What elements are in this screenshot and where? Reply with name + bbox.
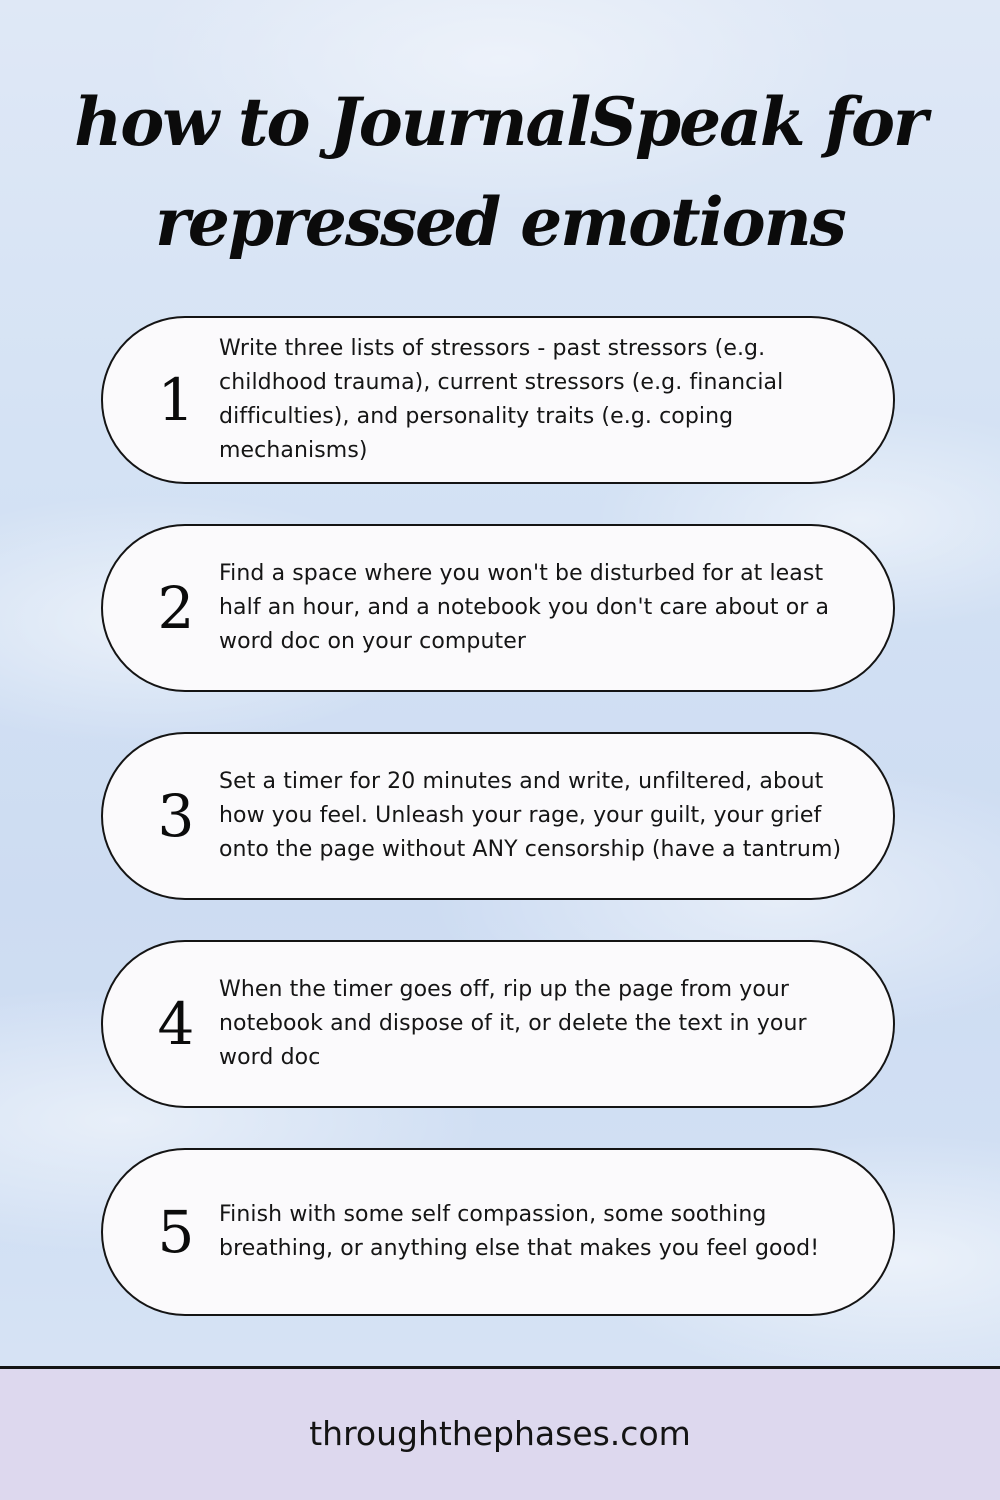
title-line-2: repressed emotions — [155, 183, 845, 261]
step-text-container — [219, 734, 859, 898]
title-line-1: how to JournalSpeak for — [74, 83, 926, 161]
footer — [0, 1369, 1000, 1500]
step-text: Finish with some self compassion, some soothing breathing, or anything else that makes you feel good! — [219, 1202, 820, 1261]
step-text-container — [219, 1150, 859, 1314]
step-text: Find a space where you won't be disturbed for at least half an hour, and a notebook you don't care about or a word doc on your computer — [219, 561, 830, 654]
step-number: 5 — [157, 1198, 195, 1266]
page-title — [0, 72, 1000, 272]
step-number: 4 — [157, 990, 195, 1058]
step-text-container — [219, 526, 859, 690]
step-number: 3 — [157, 782, 195, 850]
step-text-container — [219, 942, 859, 1106]
step-card-4 — [101, 940, 895, 1108]
step-card-1 — [101, 316, 895, 484]
step-text: Write three lists of stressors - past stressors (e.g. childhood trauma), current stressors (e.g. financial difficulties), and personality traits (e.g. coping mechanisms) — [219, 336, 784, 463]
step-number: 1 — [157, 366, 195, 434]
site-url: throughthephases.com — [309, 1414, 691, 1453]
step-text: When the timer goes off, rip up the page from your notebook and dispose of it, or delete the text in your word doc — [219, 977, 807, 1070]
step-card-2 — [101, 524, 895, 692]
step-number: 2 — [157, 574, 195, 642]
step-card-5 — [101, 1148, 895, 1316]
step-text-container — [219, 318, 859, 482]
step-text: Set a timer for 20 minutes and write, unfiltered, about how you feel. Unleash your rage, your guilt, your grief onto the page without ANY censorship (have a tantrum) — [219, 769, 842, 862]
step-card-3 — [101, 732, 895, 900]
